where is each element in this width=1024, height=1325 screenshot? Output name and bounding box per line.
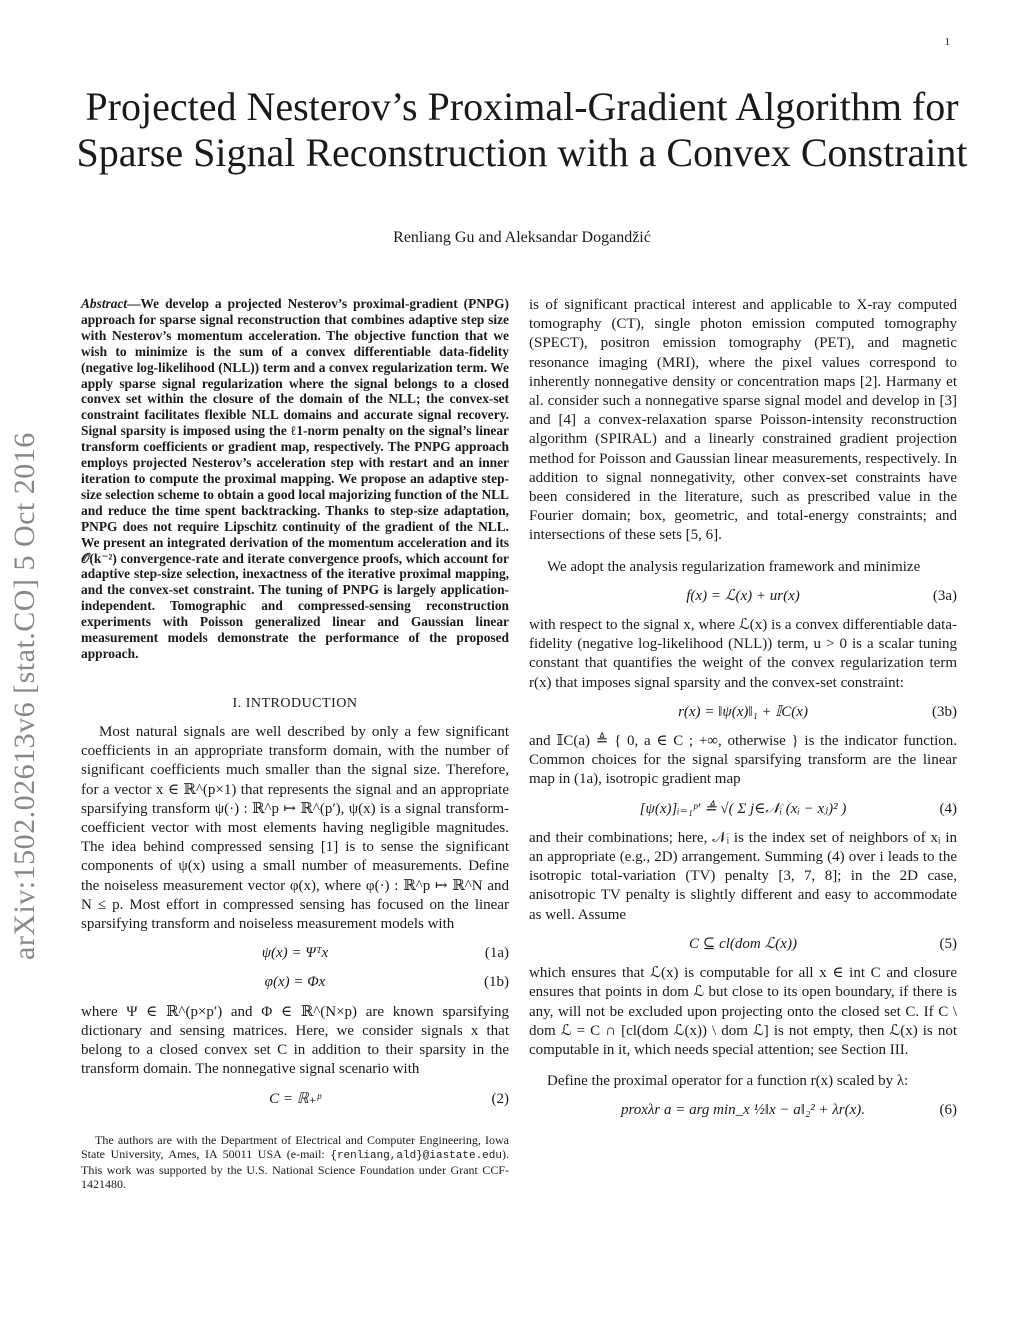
equation-6-number: (6)	[939, 1102, 957, 1119]
equation-3b-number: (3b)	[932, 703, 957, 720]
authors: Renliang Gu and Aleksandar Dogandžić	[393, 229, 651, 246]
equation-3a	[529, 587, 957, 606]
section-title-introduction: I. INTRODUCTION	[232, 695, 358, 711]
abstract	[81, 296, 509, 662]
equation-6-body: proxλr a = arg min_x ½‖x − a‖₂² + λr(x).	[620, 1102, 866, 1119]
footnote-text-2: ). This work was supported by the U.S. National Science Foundation under Grant CCF-1421480.	[81, 1146, 509, 1191]
abstract-lead: Abstract	[81, 296, 128, 311]
equation-4-number: (4)	[939, 800, 957, 817]
equation-3b-body: r(x) = ‖ψ(x)‖₁ + 𝕀C(x)	[678, 703, 808, 720]
equation-3b	[529, 703, 957, 722]
equation-5-body: C ⊆ cl(dom ℒ(x))	[689, 935, 797, 952]
right-paragraph-3: with respect to the signal x, where ℒ(x) is a convex differentiable data-fidelity (negative log-likelihood (NLL)) term, u > 0 is a scalar tuning constant that quantifies the weight of the convex regularization term r(x) that imposes signal sparsity and the convex-set constraint:	[529, 617, 957, 691]
right-paragraph-6: which ensures that ℒ(x) is computable for all x ∈ int C and closure ensures that points in dom ℒ but close to its open boundary, if there is any, will not be excluded upon projecting onto the closed set C. If C \ dom ℒ = C ∩ [cl(dom ℒ(x)) \ dom ℒ] is not empty, then ℒ(x) is not computable in it, which needs special attention; see Section III.	[529, 965, 957, 1058]
equation-2-body: C = ℝ₊ᵖ	[269, 1090, 321, 1107]
equation-3a-body: f(x) = ℒ(x) + ur(x)	[686, 587, 800, 604]
equation-6	[529, 1101, 957, 1120]
footnote-text-1: The authors are with the Department of Electrical and Computer Engineering, Iowa State University, Ames, IA 50011 USA (e-mail:	[81, 1132, 509, 1161]
equation-5-number: (5)	[939, 935, 957, 952]
equation-4	[529, 800, 957, 819]
equation-1b-body: φ(x) = Φx	[264, 974, 326, 991]
equation-1a-body: ψ(x) = Ψᵀx	[261, 945, 329, 962]
intro-paragraph-1: Most natural signals are well described by only a few significant coefficients in an appropriate transform domain, with the number of significant coefficients much smaller than the signal size. Therefore, for a vector x ∈ ℝ^(p×1) that represents the signal and an appropriate sparsifying transform ψ(·) : ℝ^p ↦ ℝ^(p′), ψ(x) is a signal transform-coefficient vector with most elements having negligible magnitudes. The idea behind compressed sensing [1] is to sense the significant components of ψ(x) using a small number of measurements. Define the noiseless measurement vector φ(x), where φ(·) : ℝ^p ↦ ℝ^N and N ≤ p. Most effort in compressed sensing has focused on the linear sparsifying transform and noiseless measurement models with	[81, 724, 509, 933]
right-paragraph-4: and 𝕀C(a) ≜ { 0, a ∈ C ; +∞, otherwise } is the indicator function. Common choices for the signal sparsifying transform are the linear map in (1a), isotropic gradient map	[529, 733, 957, 788]
equation-1b-number: (1b)	[484, 974, 509, 991]
equation-5	[529, 935, 957, 954]
equation-1a	[81, 944, 509, 963]
right-paragraph-7: Define the proximal operator for a function r(x) scaled by λ:	[547, 1073, 909, 1090]
right-column	[529, 296, 957, 1131]
right-paragraph-2: We adopt the analysis regularization framework and minimize	[547, 558, 921, 575]
equation-2	[81, 1090, 509, 1109]
right-paragraph-5: and their combinations; here, 𝒩ᵢ is the index set of neighbors of xᵢ in an appropriate (e.g., 2D) arrangement. Summing (4) over i leads to the isotropic total-variation (TV) penalty [3, 7, 8]; in the 2D case, anisotropic TV penalty is slightly different and easy to accommodate as well. Assume	[529, 829, 957, 923]
equation-3a-number: (3a)	[932, 587, 957, 604]
paper-title: Projected Nesterov’s Proximal-Gradient Algorithm for Sparse Signal Reconstruction with a Convex Constraint	[76, 84, 968, 175]
abstract-text: —We develop a projected Nesterov’s proximal-gradient (PNPG) approach for sparse signal reconstruction that combines adaptive step size with Nesterov’s momentum acceleration. The objective function that we wish to minimize is the sum of a convex differentiable data-fidelity (negative log-likelihood (NLL)) term and a convex regularization term. We apply sparse signal regularization where the signal belongs to a closed convex set within the closure of the domain of the NLL; the convex-set constraint facilitates flexible NLL domains and accurate signal recovery. Signal sparsity is imposed using the ℓ1-norm penalty on the signal’s linear transform coefficients or gradient map, respectively. The PNPG approach employs projected Nesterov’s acceleration step with restart and an inner iteration to compute the proximal mapping. We propose an adaptive step-size selection scheme to obtain a good local majorizing function of the NLL and reduce the time spent backtracking. Thanks to step-size adaptation, PNPG does not require Lipschitz continuity of the gradient of the NLL. We present an integrated derivation of the momentum acceleration and its 𝒪(k⁻²) convergence-rate and iterate convergence proofs, which account for adaptive step-size selection, inexactness of the iterative proximal mapping, and the convex-set constraint. The tuning of PNPG is largely application-independent. Tomographic and compressed-sensing reconstruction experiments with Poisson generalized linear and Gaussian linear measurement models demonstrate the performance of the proposed approach.	[81, 296, 509, 661]
page-number: 1	[944, 36, 950, 48]
equation-2-number: (2)	[491, 1090, 509, 1107]
intro-paragraph-2: where Ψ ∈ ℝ^(p×p′) and Φ ∈ ℝ^(N×p) are known sparsifying dictionary and sensing matrices. Here, we consider signals x that belong to a closed convex set C in addition to their sparsity in the transform domain. The nonnegative signal scenario with	[81, 1003, 509, 1078]
equation-1b	[81, 973, 509, 992]
equation-1a-number: (1a)	[484, 945, 509, 962]
right-paragraph-1: is of significant practical interest and applicable to X-ray computed tomography (CT), single photon emission computed tomography (SPECT), positron emission tomography (PET), and magnetic resonance imaging (MRI), where the pixel values correspond to inherently nonnegative density or concentration maps [2]. Harmany et al. consider such a nonnegative sparse signal model and develop in [3] and [4] a convex-relaxation sparse Poisson-intensity reconstruction algorithm (SPIRAL) and a linearly constrained gradient projection method for Poisson and Gaussian linear measurements, respectively. In addition to signal nonnegativity, other convex-set constraints have been considered in the literature, such as prescribed value in the Fourier domain; box, geometric, and total-energy constraints; and intersections of these sets [5, 6].	[529, 297, 957, 544]
arxiv-identifier: arXiv:1502.02613v6 [stat.CO] 5 Oct 2016	[8, 432, 41, 960]
footnote-email: {renliang,ald}@iastate.edu	[330, 1149, 502, 1162]
equation-4-body: [ψ(x)]ᵢ₌₁ᵖ′ ≜ √( Σ j∈𝒩ᵢ (xᵢ − xⱼ)² )	[639, 800, 847, 817]
footnote	[81, 1133, 509, 1191]
left-column	[81, 296, 509, 1191]
